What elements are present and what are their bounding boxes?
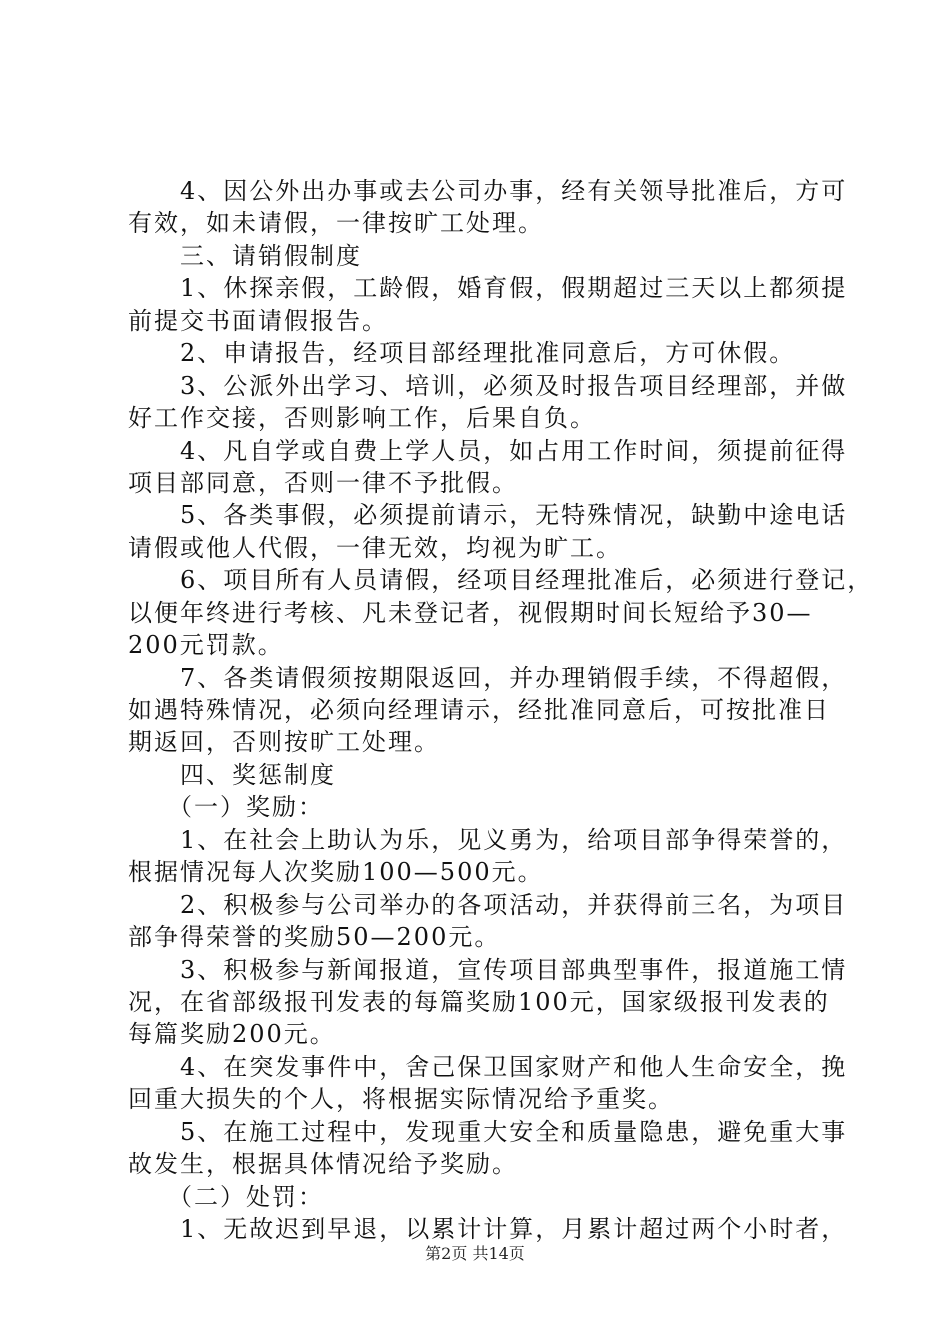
text-line: 请假或他人代假，一律无效，均视为旷工。 <box>128 533 622 562</box>
text-line: （二）处罚： <box>128 1182 324 1211</box>
text-line: 四、奖惩制度 <box>128 760 336 789</box>
text-line: 如遇特殊情况，必须向经理请示，经批准同意后，可按批准日 <box>128 696 830 724</box>
text-line: 前提交书面请假报告。 <box>128 306 388 335</box>
text-line: 好工作交接，否则影响工作，后果自负。 <box>128 404 596 433</box>
text-line: 4、在突发事件中，舍己保卫国家财产和他人生命安全，挽 <box>128 1052 848 1081</box>
text-line: 4、因公外出办事或去公司办事，经有关领导批准后，方可 <box>128 177 848 205</box>
document-body <box>128 175 874 1245</box>
text-line: 5、各类事假，必须提前请示，无特殊情况，缺勤中途电话 <box>128 501 848 530</box>
text-line: 7、各类请假须按期限返回，并办理销假手续，不得超假， <box>128 663 848 692</box>
text-line: 200元罚款。 <box>128 631 284 660</box>
text-line: 2、积极参与公司举办的各项活动，并获得前三名，为项目 <box>128 890 848 919</box>
text-line: 3、公派外出学习、培训，必须及时报告项目经理部，并做 <box>128 371 848 400</box>
text-line: 每篇奖励200元。 <box>128 1020 336 1049</box>
text-line: 5、在施工过程中，发现重大安全和质量隐患，避免重大事 <box>128 1117 848 1146</box>
text-line: 6、项目所有人员请假，经项目经理批准后，必须进行登记， <box>128 566 874 595</box>
text-line: 项目部同意，否则一律不予批假。 <box>128 468 518 497</box>
text-line: 1、无故迟到早退，以累计计算，月累计超过两个小时者， <box>128 1215 848 1243</box>
text-line: 期返回，否则按旷工处理。 <box>128 728 440 757</box>
text-line: （一）奖励： <box>128 793 324 822</box>
text-line: 故发生，根据具体情况给予奖励。 <box>128 1150 518 1179</box>
text-line: 有效，如未请假，一律按旷工处理。 <box>128 209 544 238</box>
text-line: 回重大损失的个人，将根据实际情况给予重奖。 <box>128 1085 674 1114</box>
text-line: 4、凡自学或自费上学人员，如占用工作时间，须提前征得 <box>128 436 848 465</box>
text-line: 三、请销假制度 <box>128 241 362 270</box>
text-line: 部争得荣誉的奖励50—200元。 <box>128 923 501 952</box>
text-line: 3、积极参与新闻报道，宣传项目部典型事件，报道施工情 <box>128 955 848 984</box>
page-footer: 第2页 共14页 <box>425 1244 525 1263</box>
text-line: 2、申请报告，经项目部经理批准同意后，方可休假。 <box>128 339 796 368</box>
text-line: 根据情况每人次奖励100—500元。 <box>128 858 544 887</box>
text-line: 1、休探亲假，工龄假，婚育假，假期超过三天以上都须提 <box>128 274 848 303</box>
text-line: 1、在社会上助认为乐，见义勇为，给项目部争得荣誉的， <box>128 825 848 854</box>
text-line: 以便年终进行考核、凡未登记者，视假期时间长短给予30— <box>128 598 813 627</box>
text-line: 况，在省部级报刊发表的每篇奖励100元，国家级报刊发表的 <box>128 987 830 1016</box>
